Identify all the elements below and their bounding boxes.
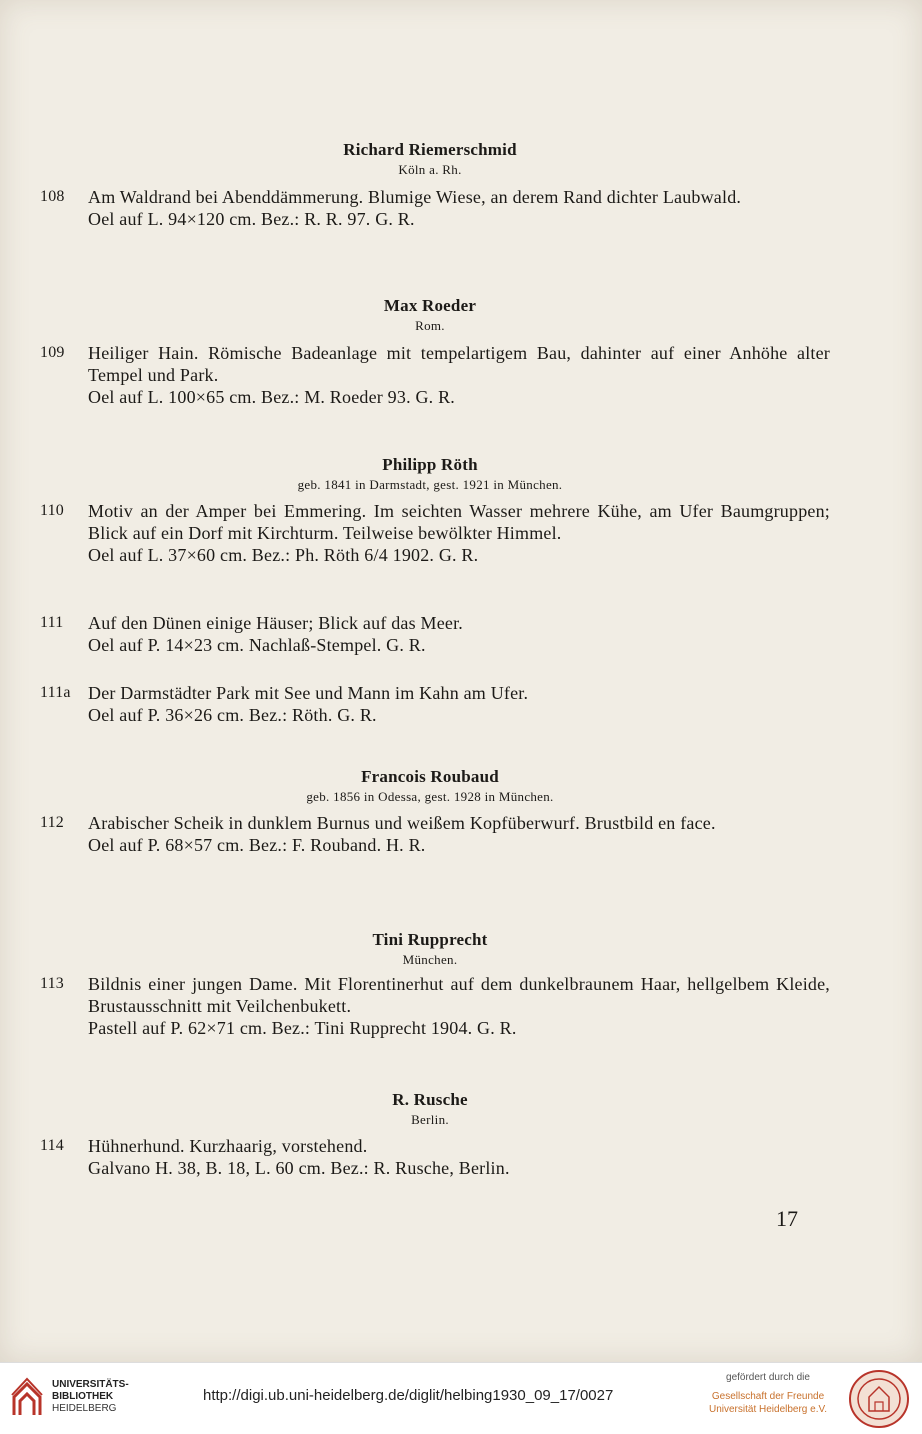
- entry-description: Der Darmstädter Park mit See und Mann im Kahn am Ufer.: [88, 683, 529, 703]
- catalog-entry: [40, 500, 830, 566]
- entry-details: Oel auf P. 68×57 cm. Bez.: F. Rouband. H. R.: [88, 835, 426, 855]
- library-name: [52, 1379, 129, 1415]
- catalog-entry: [40, 812, 830, 856]
- library-line-3: HEIDELBERG: [52, 1403, 117, 1414]
- supported-by-label: gefördert durch die: [726, 1372, 810, 1383]
- artist-heading: [0, 1090, 860, 1128]
- society-name-line-2: Universität Heidelberg e.V.: [708, 1404, 828, 1415]
- library-line-2: BIBLIOTHEK: [52, 1391, 114, 1402]
- entry-number: 113: [40, 975, 65, 992]
- entry-description: Arabischer Scheik in dunklem Burnus und weißem Kopfüberwurf. Brustbild en face.: [88, 813, 716, 833]
- entry-details: Galvano H. 38, B. 18, L. 60 cm. Bez.: R. Rusche, Berlin.: [88, 1158, 510, 1178]
- entry-details: Oel auf L. 94×120 cm. Bez.: R. R. 97. G. R.: [88, 209, 415, 229]
- artist-heading: [0, 930, 860, 968]
- entry-details: Pastell auf P. 62×71 cm. Bez.: Tini Rupprecht 1904. G. R.: [88, 1018, 517, 1038]
- entry-number: 109: [40, 344, 65, 361]
- entry-description: Motiv an der Amper bei Emmering. Im seichten Wasser mehrere Kühe, am Ufer Baumgruppen; Blick auf ein Dorf mit Kirchturm. Teilweise bewölkter Himmel.: [88, 501, 830, 543]
- artist-place: Berlin.: [411, 1112, 449, 1127]
- artist-place: geb. 1841 in Darmstadt, gest. 1921 in München.: [297, 477, 563, 492]
- digitization-footer: [0, 1362, 922, 1434]
- artist-name: R. Rusche: [392, 1090, 468, 1109]
- entry-details: Oel auf P. 36×26 cm. Bez.: Röth. G. R.: [88, 705, 377, 725]
- entry-number: 110: [40, 502, 65, 519]
- artist-name: Francois Roubaud: [361, 767, 499, 786]
- page-number: 17: [776, 1206, 798, 1231]
- entry-description: Hühnerhund. Kurzhaarig, vorstehend.: [88, 1136, 368, 1156]
- artist-place: Rom.: [415, 318, 445, 333]
- catalog-entry: [40, 612, 830, 656]
- entry-number: 114: [40, 1137, 65, 1154]
- entry-number: 112: [40, 814, 65, 831]
- entry-number: 111a: [40, 684, 71, 701]
- artist-heading: [0, 296, 860, 334]
- society-name-line-1: Gesellschaft der Freunde: [711, 1391, 825, 1402]
- catalog-entry: [40, 973, 830, 1039]
- entry-number: 111: [40, 614, 64, 631]
- sponsor-credit: [698, 1371, 838, 1416]
- entry-description: Bildnis einer jungen Dame. Mit Florentinerhut auf dem dunkelbraunem Haar, hellgelbem Kleide, Brustausschnitt mit Veilchenbukett.: [88, 974, 830, 1016]
- artist-place: geb. 1856 in Odessa, gest. 1928 in München.: [306, 789, 554, 804]
- entry-details: Oel auf P. 14×23 cm. Nachlaß-Stempel. G. R.: [88, 635, 426, 655]
- catalog-entry: [40, 682, 830, 726]
- artist-place: München.: [402, 952, 458, 967]
- artist-name: Philipp Röth: [382, 455, 478, 474]
- artist-name: Richard Riemerschmid: [343, 140, 517, 159]
- university-library-logo-icon: [10, 1375, 44, 1419]
- entry-description: Auf den Dünen einige Häuser; Blick auf das Meer.: [88, 613, 463, 633]
- artist-heading: [0, 767, 860, 805]
- catalog-entry: [40, 342, 830, 408]
- entry-details: Oel auf L. 100×65 cm. Bez.: M. Roeder 93. G. R.: [88, 387, 455, 407]
- entry-description: Heiliger Hain. Römische Badeanlage mit tempelartigem Bau, dahinter auf einer Anhöhe alter Tempel und Park.: [88, 343, 830, 385]
- artist-name: Max Roeder: [383, 296, 477, 315]
- entry-description: Am Waldrand bei Abenddämmerung. Blumige Wiese, an derem Rand dichter Laubwald.: [88, 187, 742, 207]
- entry-details: Oel auf L. 37×60 cm. Bez.: Ph. Röth 6/4 1902. G. R.: [88, 545, 479, 565]
- university-seal-icon: [848, 1369, 910, 1429]
- artist-name: Tini Rupprecht: [372, 930, 488, 949]
- permalink-url[interactable]: http://digi.ub.uni-heidelberg.de/diglit/helbing1930_09_17/0027: [203, 1387, 614, 1404]
- library-line-1: UNIVERSITÄTS-: [52, 1379, 129, 1390]
- entry-number: 108: [40, 188, 65, 205]
- catalog-entry: [40, 1135, 830, 1179]
- catalog-entry: [40, 186, 830, 230]
- artist-place: Köln a. Rh.: [398, 162, 462, 177]
- artist-heading: [0, 140, 860, 178]
- artist-heading: [0, 455, 860, 493]
